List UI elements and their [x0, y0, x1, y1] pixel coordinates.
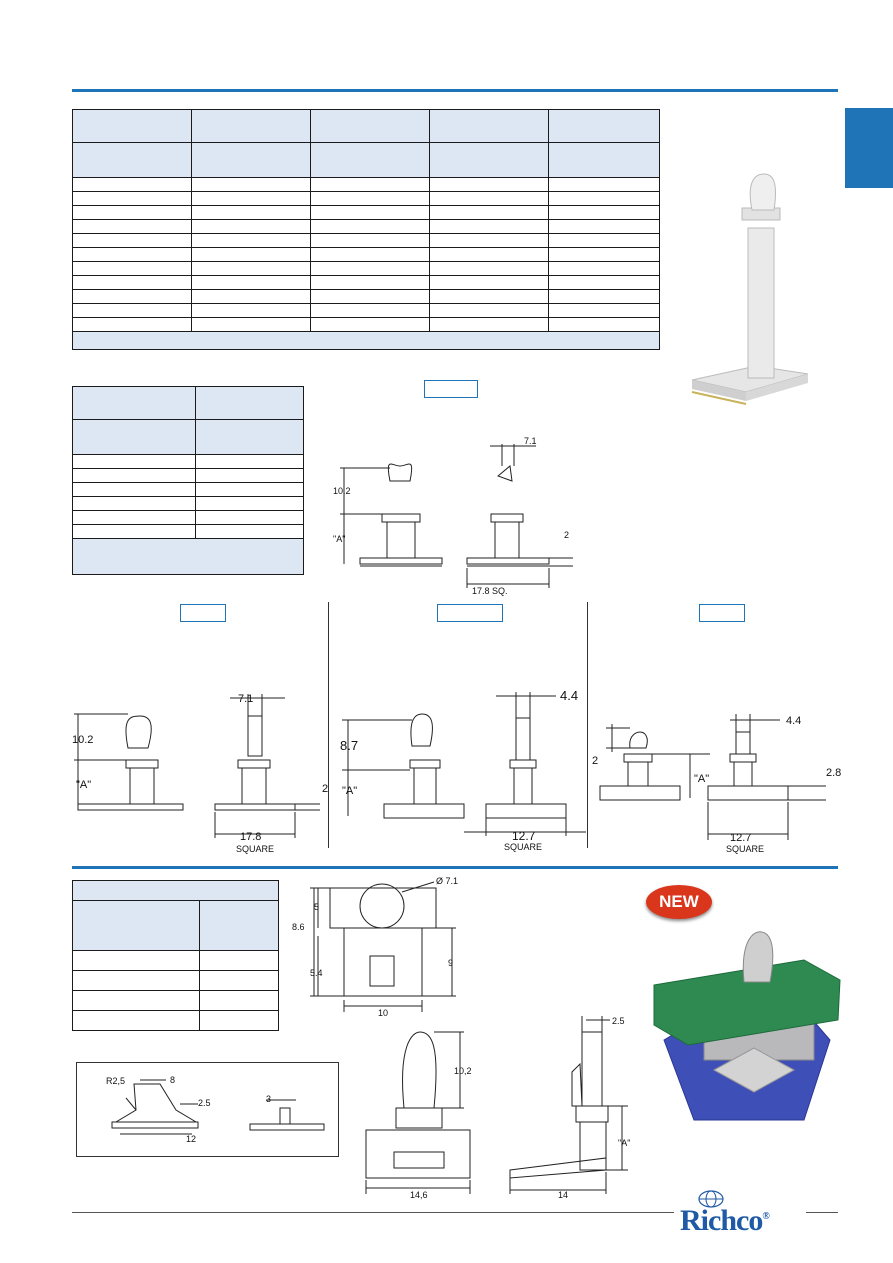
- new-badge: [646, 885, 712, 919]
- dim-square: 17.8 SQ.: [472, 586, 508, 596]
- spec-table-2: [72, 386, 304, 575]
- dim-a: "A": [342, 785, 358, 797]
- dim-a: "A": [694, 773, 710, 785]
- dim-square-word: SQUARE: [504, 842, 543, 852]
- technical-drawing-5: [290, 876, 470, 1016]
- dim-dia: Ø 7.1: [436, 876, 459, 886]
- dim-width: 7.1: [524, 436, 537, 446]
- dim-a: "A": [618, 1138, 631, 1148]
- dim-top: 2: [592, 755, 599, 767]
- drawing-label-4: [699, 604, 745, 622]
- dim-54: 5.4: [310, 968, 323, 978]
- dim-height: 10.2: [72, 734, 94, 746]
- technical-drawing-6: [360, 1026, 480, 1200]
- installation-detail: [86, 1070, 336, 1150]
- middle-rule: [72, 866, 838, 869]
- footer-rule-left: [72, 1212, 674, 1213]
- dim-square: 17.8: [240, 831, 262, 843]
- technical-drawing-1: [330, 436, 580, 596]
- technical-drawing-7: [500, 1012, 640, 1198]
- dim-top: 2.5: [612, 1016, 625, 1026]
- dim-height: 10.2: [333, 486, 351, 496]
- dim-10: 10: [378, 1008, 389, 1018]
- dim-width: 4.4: [786, 715, 802, 727]
- logo-wordmark: Richco®: [680, 1204, 769, 1237]
- dim-base: 2: [322, 783, 329, 795]
- install-25: 2.5: [198, 1098, 211, 1108]
- technical-drawing-3: [336, 688, 586, 853]
- dim-height: 8.7: [340, 738, 359, 753]
- dim-square: 12.7: [730, 832, 752, 844]
- dim-width: 14,6: [410, 1190, 428, 1200]
- dim-square-word: SQUARE: [236, 844, 275, 854]
- dim-width: 4.4: [560, 688, 579, 703]
- drawing-label-1: [424, 380, 478, 398]
- technical-drawing-4: [590, 710, 850, 855]
- spec-table-3: [72, 880, 279, 1031]
- product-photo-2: [654, 920, 844, 1130]
- install-8: 8: [170, 1075, 176, 1085]
- dim-height: 10,2: [454, 1066, 472, 1076]
- technical-drawing-2: [70, 688, 330, 853]
- install-12: 12: [186, 1134, 197, 1144]
- install-3: 3: [266, 1094, 272, 1104]
- dim-width: 7.1: [238, 693, 254, 705]
- new-badge-text: NEW: [659, 892, 699, 911]
- spec-table-1: [72, 109, 660, 350]
- divider-2: [587, 602, 588, 848]
- install-radius: R2,5: [106, 1076, 126, 1086]
- drawing-label-2: [180, 604, 226, 622]
- dim-a: "A": [76, 779, 92, 791]
- footer-rule-right: [806, 1212, 838, 1213]
- dim-9: 9: [448, 958, 454, 968]
- dim-width: 14: [558, 1190, 569, 1200]
- dim-5: 5: [314, 902, 320, 912]
- dim-a: "A": [333, 534, 346, 544]
- drawing-label-3: [437, 604, 503, 622]
- dim-base: 2: [564, 530, 570, 540]
- richco-logo: [680, 1190, 800, 1240]
- dim-square-word: SQUARE: [726, 844, 765, 854]
- product-photo-1: [686, 170, 816, 410]
- dim-86: 8.6: [292, 922, 305, 932]
- section-tab: [845, 108, 893, 188]
- dim-base: 2.8: [826, 767, 842, 779]
- dim-square: 12.7: [512, 829, 536, 843]
- top-rule: [72, 89, 838, 92]
